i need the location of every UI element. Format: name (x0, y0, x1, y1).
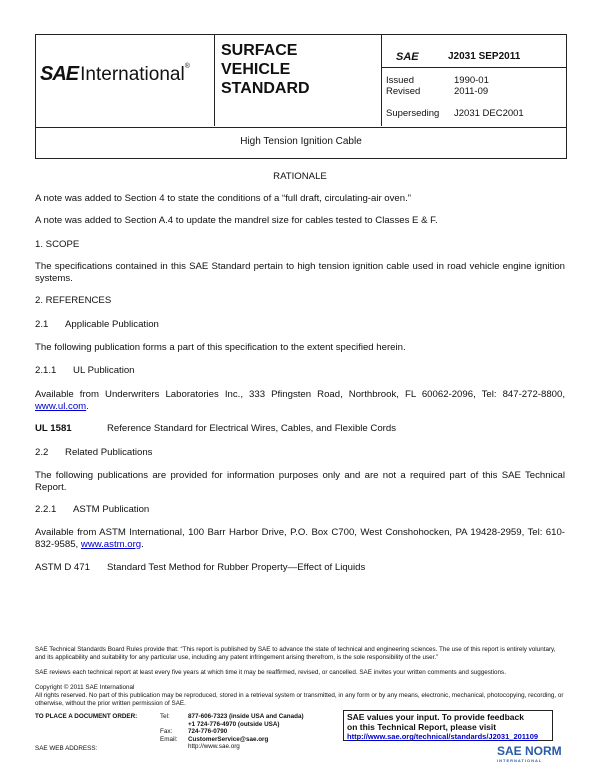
tel-value: 877-606-7323 (inside USA and Canada) (188, 713, 304, 720)
logo-word: International (80, 64, 185, 85)
subsection-title: UL Publication (73, 365, 135, 376)
logo-mark: SAE (40, 63, 79, 85)
tel-label: Tel: (160, 713, 170, 720)
section-heading: 2. REFERENCES (35, 295, 112, 306)
subsection-number: 2.2 (35, 447, 49, 458)
standard-type-line: VEHICLE (221, 61, 291, 78)
header-divider (381, 67, 566, 68)
paragraph: The following publication forms a part of this specification to the extent specified herein. (35, 342, 406, 353)
feedback-box (343, 710, 553, 741)
reference-code: UL 1581 (35, 423, 72, 434)
subsection-title: ASTM Publication (73, 504, 150, 515)
subsection-heading (35, 319, 565, 331)
document-header (35, 34, 567, 128)
sae-international-logo (40, 63, 190, 86)
feedback-link[interactable]: http://www.sae.org/technical/standards/J2031_201109 (347, 732, 539, 741)
fax-value: 724-776-0790 (188, 728, 228, 736)
issued-label: Issued (386, 75, 414, 86)
subsection-number: 2.1 (35, 319, 49, 330)
rights-statement: All rights reserved. No part of this publication may be reproduced, stored in a retrieval system or transmitted, in any form or by any means, electronic, mechanical, photocopying, recording, or otherwise, without the prior written permission of SAE. (35, 692, 564, 707)
superseding-value: J2031 DEC2001 (454, 108, 524, 119)
logo-tm: ® (184, 63, 190, 70)
copyright: Copyright © 2011 SAE International (35, 684, 135, 691)
fax-label: Fax: (160, 728, 173, 736)
paragraph: The following publications are provided for information purposes only and are not a required part of this SAE Technical Report. (35, 470, 565, 493)
policy-statement: SAE Technical Standards Board Rules provide that: “This report is published by SAE to advance the state of technical and engineering sciences. The use of this report is entirely voluntary, and its applicability and suitability for any particular use, including any patent infringement arising therefrom, is the sole responsibility of the user.” (35, 646, 556, 661)
review-statement: SAE reviews each technical report at least every five years at which time it may be reaffirmed, revised, or cancelled. SAE invites your written comments and suggestions. (35, 669, 506, 676)
email-value[interactable]: CustomerService@sae.org (188, 735, 269, 743)
subsection-heading (35, 447, 565, 459)
ul-paragraph: Available from Underwriters Laboratories Inc., 333 Pfingsten Road, Northbrook, FL 60062-2096, Tel: 847-272-8800, www.ul.com. (35, 389, 565, 412)
reference-code: ASTM D 471 (35, 562, 90, 573)
subsection-number: 2.1.1 (35, 365, 57, 376)
rationale-paragraph: A note was added to Section A.4 to update the mandrel size for cables tested to Classes E & F. (35, 215, 438, 226)
tel2-value: +1 724-776-4970 (outside USA) (188, 720, 280, 728)
email-label: Email: (160, 735, 178, 743)
standard-type-line: SURFACE (221, 42, 298, 59)
superseding-label: Superseding (386, 108, 440, 119)
contact-block (160, 713, 340, 751)
web-value[interactable]: http://www.sae.org (188, 743, 240, 751)
section-heading: 1. SCOPE (35, 239, 80, 250)
subsection-number: 2.2.1 (35, 504, 57, 515)
sae-mini-logo: SAE (396, 51, 419, 63)
standard-type (221, 41, 310, 98)
subsection-heading (35, 365, 565, 377)
ul-link[interactable]: www.ul.com (35, 400, 87, 412)
scope-paragraph: The specifications contained in this SAE Standard pertain to high tension ignition cable used in road vehicle engine ignition systems. (35, 261, 565, 284)
reference-title: Reference Standard for Electrical Wires, Cables, and Flexible Cords (107, 423, 397, 434)
superseding-row (386, 108, 524, 119)
reference-item (35, 562, 565, 574)
feedback-line: SAE values your input. To provide feedback (347, 712, 524, 722)
header-divider (214, 35, 215, 126)
ul-address: Available from Underwriters Laboratories Inc., 333 Pfingsten Road, Northbrook, FL 60062-2096, Tel: 847-272-8800, (35, 389, 565, 400)
norm-logo-sub: INTERNATIONAL (497, 758, 543, 763)
order-label: TO PLACE A DOCUMENT ORDER: (35, 713, 138, 720)
reference-item (35, 423, 565, 435)
norm-logo-text: SAE NORM (497, 744, 562, 758)
header-divider (381, 35, 382, 126)
document-title: High Tension Ignition Cable (240, 136, 362, 147)
subsection-heading (35, 504, 565, 516)
feedback-line: on this Technical Report, please visit (347, 721, 497, 732)
astm-link[interactable]: www.astm.org (80, 538, 142, 550)
astm-address: Available from ASTM International, 100 Barr Harbor Drive, P.O. Box C700, West Conshohocken, PA 19428-2959, Tel: 610-832-9585, (35, 527, 565, 550)
issued-row (386, 75, 489, 86)
revised-row (386, 86, 489, 97)
subsection-title: Related Publications (65, 447, 153, 458)
document-number: J2031 SEP2011 (448, 51, 521, 62)
revised-value: 2011-09 (454, 86, 489, 97)
issued-value: 1990-01 (454, 75, 489, 86)
subsection-title: Applicable Publication (65, 319, 159, 330)
rationale-heading: RATIONALE (273, 171, 327, 182)
astm-paragraph: Available from ASTM International, 100 Barr Harbor Drive, P.O. Box C700, West Conshohocken, PA 19428-2959, Tel: 610-832-9585, www.astm.org. (35, 527, 565, 550)
sae-norm-watermark (497, 744, 562, 763)
revised-label: Revised (386, 86, 421, 97)
title-row (35, 126, 567, 159)
web-address-label: SAE WEB ADDRESS: (35, 745, 98, 752)
standard-type-line: STANDARD (221, 80, 310, 97)
reference-title: Standard Test Method for Rubber Property—Effect of Liquids (107, 562, 366, 573)
rationale-paragraph: A note was added to Section 4 to state the conditions of a “full draft, circulating-air oven.” (35, 193, 411, 204)
